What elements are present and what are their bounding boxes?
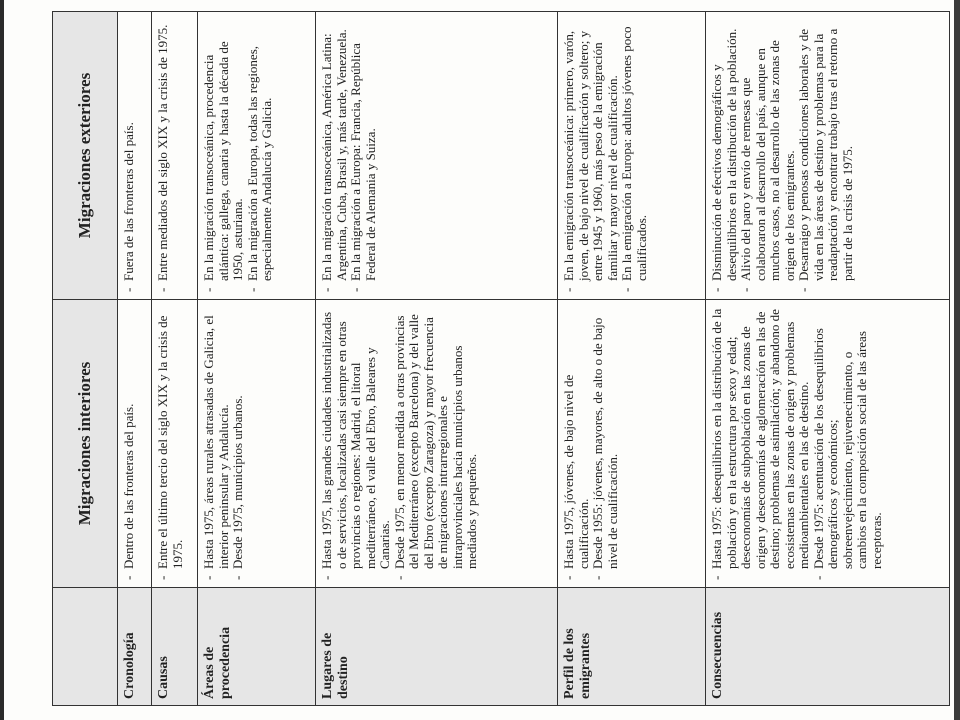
cell-interior xyxy=(706,300,950,588)
list-item: - Hasta 1975: desequilibrios en la distribución de la población y en la estructura por sexo y edad; deseconomías de subpoblación en las zonas de origen y deseconomías de aglomeración en las de destino; problemas de asimilación; y abandono de ecosistemas en las zonas de origen y problemas medioambientales en las de destino. xyxy=(710,306,812,581)
header-corner xyxy=(53,588,118,706)
cell-interior xyxy=(118,300,152,588)
list-item: - Desarraigo y penosas condiciones laborales y de vida en las áreas de destino y problemas para la readaptación y encontrar trabajo tras el retorno a partir de la crisis de 1975. xyxy=(797,18,855,293)
migration-comparison-table xyxy=(52,11,950,706)
cell-exterior xyxy=(118,12,152,300)
header-migraciones-exteriores: Migraciones exteriores xyxy=(53,12,118,300)
cell-exterior xyxy=(706,12,950,300)
list-item: - En la migración a Europa, todas las regiones, especialmente Andalucía y Galicia. xyxy=(246,18,275,293)
row-label: Causas xyxy=(152,588,198,706)
list-item: - Desde 1955: jóvenes, mayores, de alto o de bajo nivel de cualificación. xyxy=(591,306,620,581)
cell-exterior xyxy=(198,12,316,300)
list-item: - En la emigración transoceánica: primero, varón, joven, de bajo nivel de cualificación y soltero; y entre 1945 y 1960, más peso de la emigración familiar y mayor nivel de cualificación. xyxy=(562,18,620,293)
list-item: - Hasta 1975, áreas rurales atrasadas de Galicia, el interior peninsular y Andalucía. xyxy=(202,306,231,581)
row-label: Cronología xyxy=(118,588,152,706)
cell-exterior xyxy=(152,12,198,300)
row-label: Lugares de destino xyxy=(316,588,558,706)
list-item: - Disminución de efectivos demográficos y desequilibrios en la distribución de la población. xyxy=(710,18,739,293)
header-migraciones-interiores: Migraciones interiores xyxy=(53,300,118,588)
row-label: Perfil de los emigrantes xyxy=(558,588,706,706)
row-causas xyxy=(152,12,198,706)
row-lugares-de-destino xyxy=(316,12,558,706)
list-item: - Desde 1975, municipios urbanos. xyxy=(231,306,246,581)
row-areas-de-procedencia xyxy=(198,12,316,706)
row-label: Áreas de procedencia xyxy=(198,588,316,706)
cell-interior xyxy=(558,300,706,588)
list-item: - Entre mediados del siglo XIX y la crisis de 1975. xyxy=(156,18,171,293)
cell-interior xyxy=(198,300,316,588)
list-item: - En la migración a Europa: Francia, República Federal de Alemania y Suiza. xyxy=(349,18,378,293)
list-item: - En la emigración a Europa: adultos jóvenes poco cualificados. xyxy=(620,18,649,293)
list-item: - Desde 1975, en menor medida a otras provincias del Mediterráneo (excepto Barcelona) y del valle del Ebro (excepto Zaragoza) y mayor frecuencia de migraciones intrarregionales e intraprovinciales hacia municipios urbanos mediados y pequeños. xyxy=(393,306,480,581)
row-label: Consecuencias xyxy=(706,588,950,706)
list-item: - Entre el último tercio del siglo XIX y la crisis de 1975. xyxy=(156,306,185,581)
list-item: - En la migración transoceánica, procedencia atlántica: gallega, canaria y hasta la década de 1950, asturiana. xyxy=(202,18,246,293)
list-item: - Fuera de las fronteras del país. xyxy=(122,18,137,293)
cell-interior xyxy=(152,300,198,588)
list-item: - Dentro de las fronteras del país. xyxy=(122,306,137,581)
list-item: - Hasta 1975, jóvenes, de bajo nivel de cualificación. xyxy=(562,306,591,581)
row-consecuencias xyxy=(706,12,950,706)
list-item: - Hasta 1975, las grandes ciudades industrializadas o de servicios, localizadas casi siempre en otras provincias o regiones: Madrid, el litoral mediterráneo, el valle del Ebro, Baleares y Canarias. xyxy=(320,306,393,581)
row-cronologia xyxy=(118,12,152,706)
list-item: - Desde 1975: acentuación de los desequilibrios demográficos y económicos; sobreenvejecimiento, rejuvenecimiento, o cambios en la composición social de las áreas receptoras. xyxy=(812,306,885,581)
cell-interior xyxy=(316,300,558,588)
list-item: - En la migración transoceánica, América Latina: Argentina, Cuba, Brasil y, más tarde, Venezuela. xyxy=(320,18,349,293)
cell-exterior xyxy=(558,12,706,300)
row-perfil-de-los-emigrantes xyxy=(558,12,706,706)
list-item: - Alivio del paro y envío de remesas que colaboraron al desarrollo del país, aunque en muchos casos, no al desarrollo de las zonas de origen de los emigrantes. xyxy=(739,18,797,293)
cell-exterior xyxy=(316,12,558,300)
